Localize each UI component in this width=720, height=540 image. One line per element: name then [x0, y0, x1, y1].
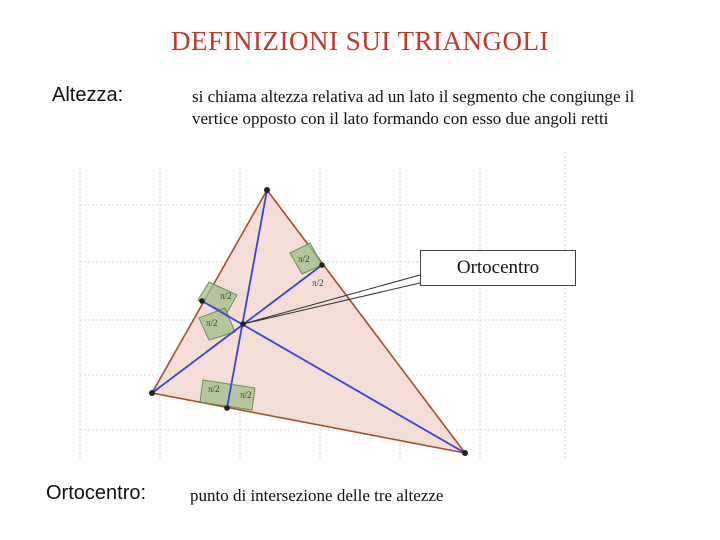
foot-left	[199, 298, 205, 304]
ortocentro-label: Ortocentro:	[46, 482, 147, 504]
page-title: DEFINIZIONI SUI TRIANGOLI	[171, 26, 549, 56]
vertex-left	[149, 390, 155, 396]
ortocentro-callout: Ortocentro	[420, 250, 576, 286]
angle-label: π/2	[312, 278, 324, 288]
angle-label: π/2	[220, 291, 232, 301]
foot-bottom	[224, 405, 230, 411]
triangle	[152, 190, 465, 453]
vertex-top	[264, 187, 270, 193]
ortocentro-definition: punto di intersezione delle tre altezze	[190, 486, 444, 505]
foot-top	[319, 262, 325, 268]
angle-label: π/2	[240, 390, 252, 400]
vertex-right	[462, 450, 468, 456]
altezza-label: Altezza:	[52, 84, 124, 106]
angle-label: π/2	[206, 318, 218, 328]
altezza-definition: si chiama altezza relativa ad un lato il segmento che congiunge il vertice opposto con il lato formando con esso due angoli retti	[192, 87, 635, 128]
orthocenter-point	[240, 321, 246, 327]
angle-label: π/2	[298, 254, 310, 264]
angle-label: π/2	[208, 384, 220, 394]
